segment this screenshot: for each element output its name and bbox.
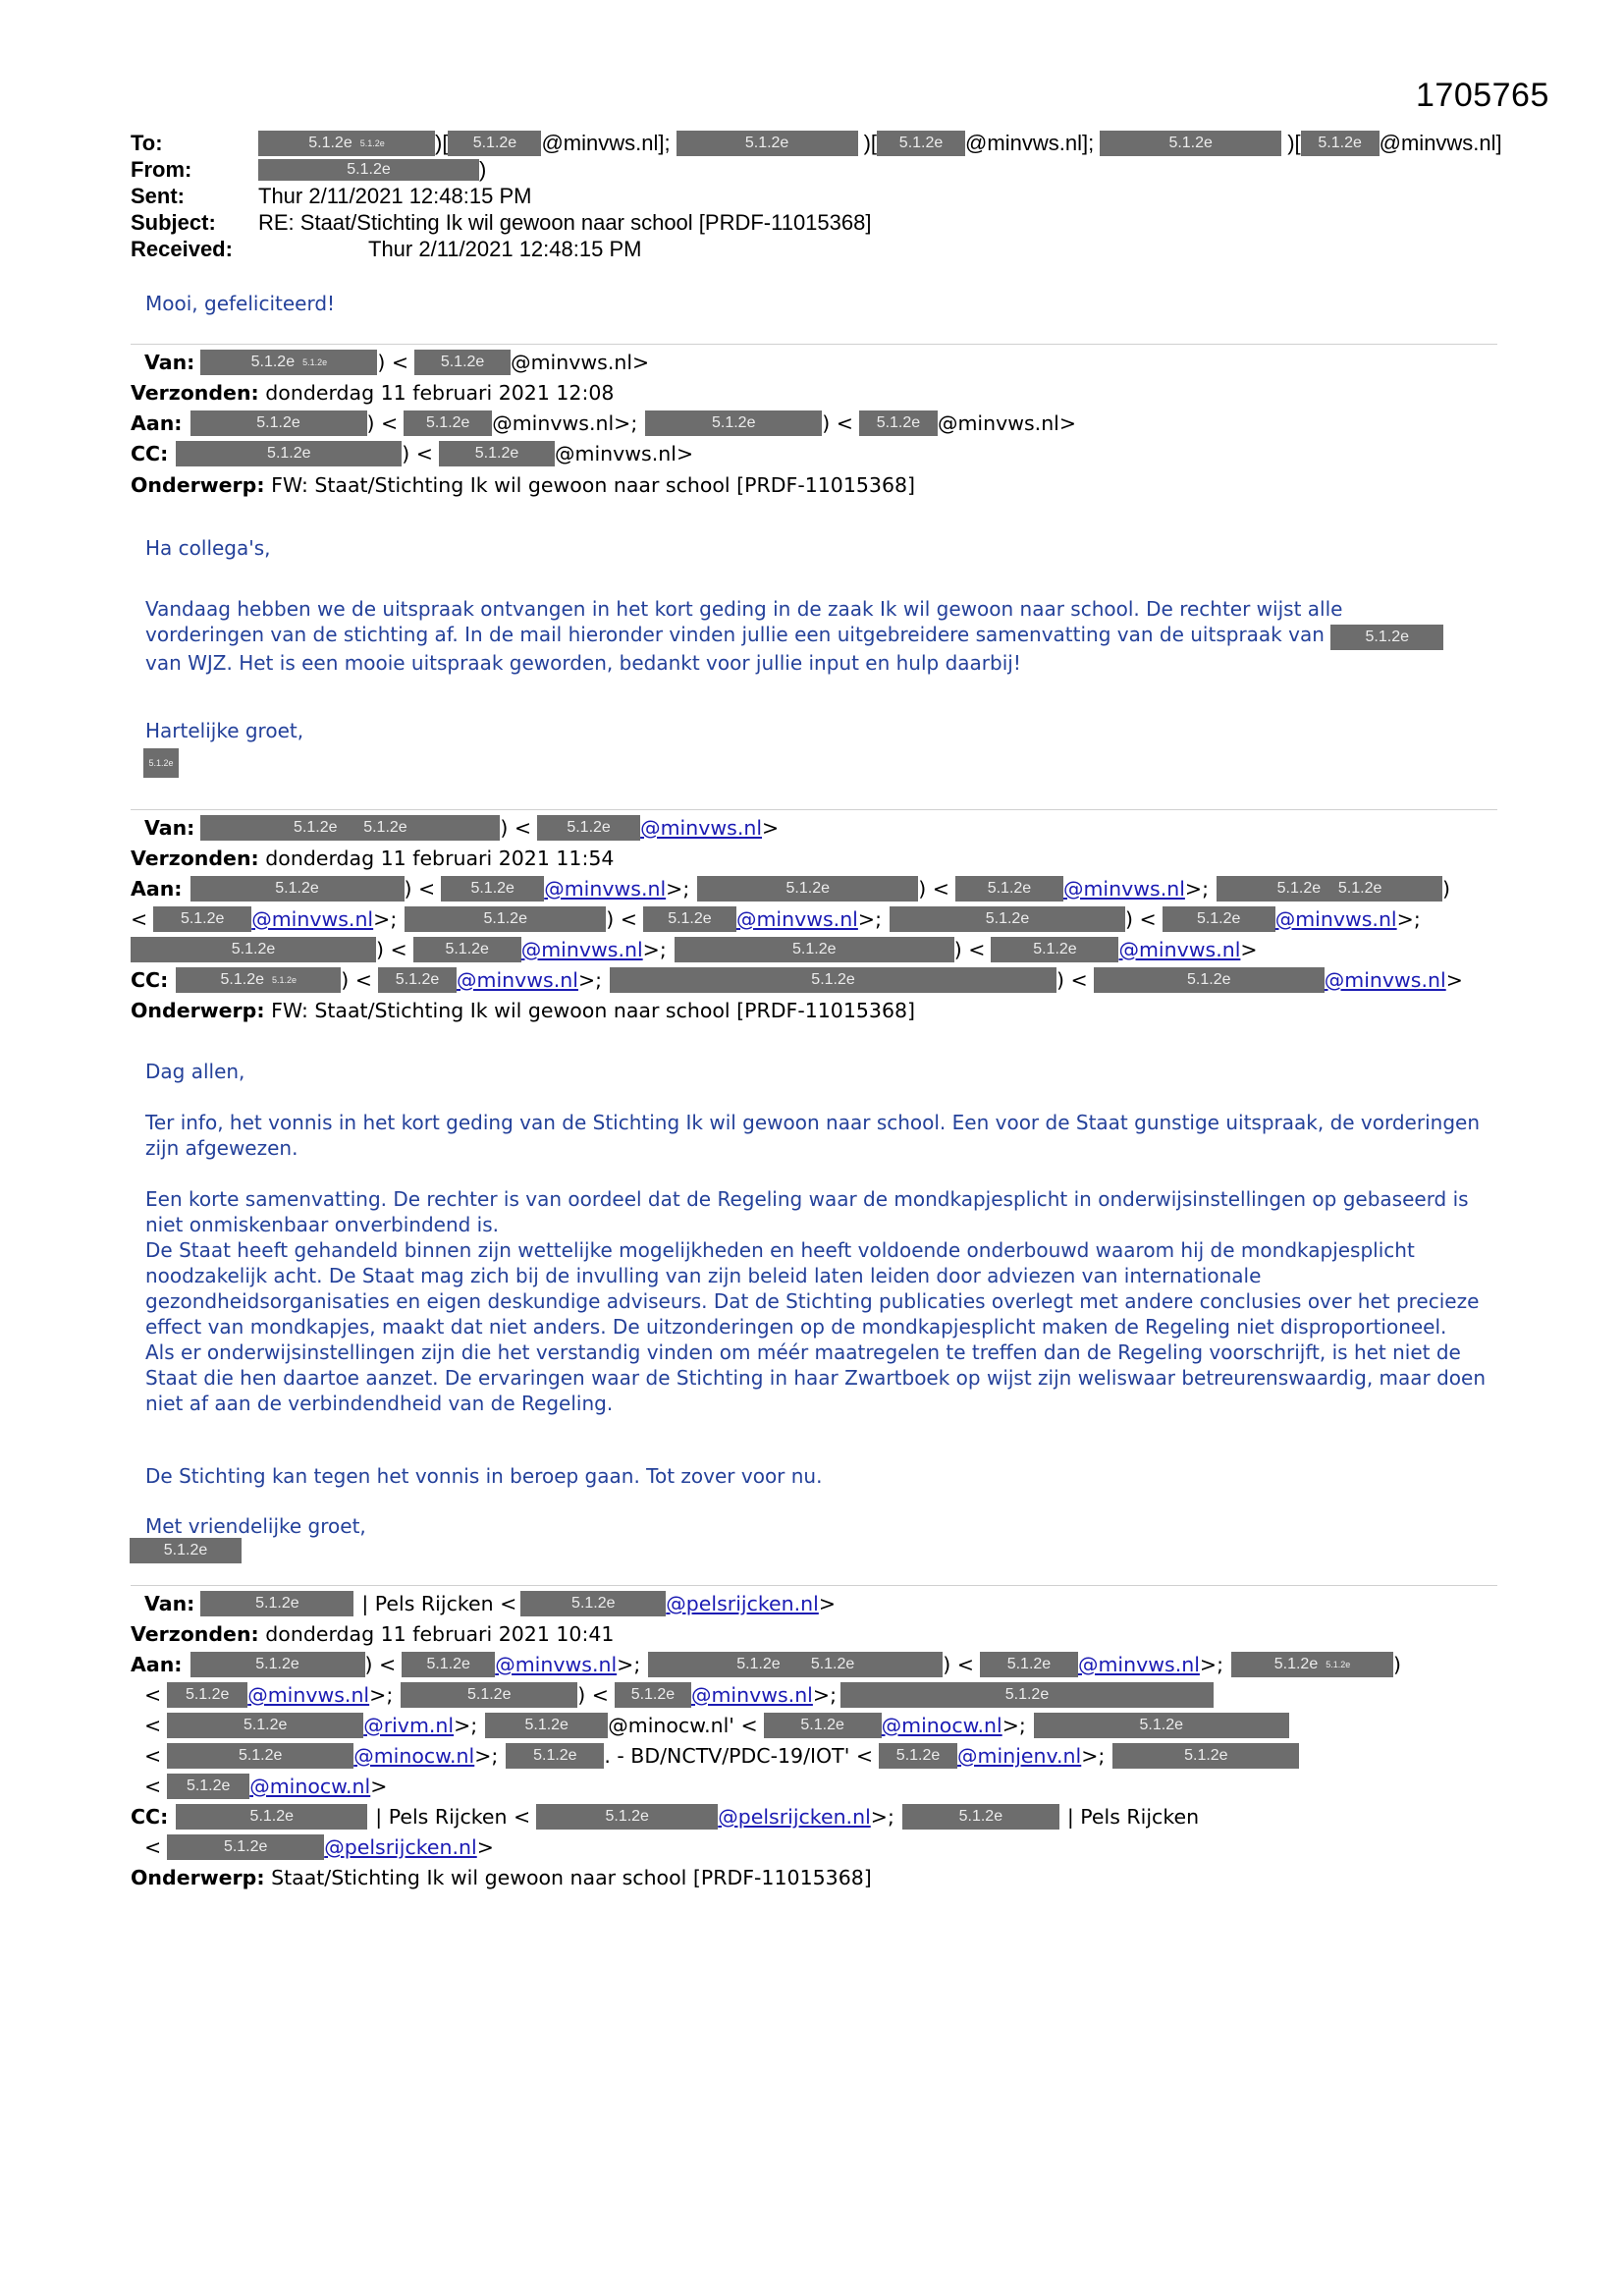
msg2-sub-paragraph: De Staat heeft gehandeld binnen zijn wettelijke mogelijkheden en heeft voldoende onderbouwd waarom hij de mondkapjesplicht noodzakelijk acht. De Staat mag zich bij de invulling van zijn beleid laten leiden door adviezen van internationale gezondheidsorganisaties en eigen deskundige adviseurs. Dat de Stichting publicaties overlegt met andere conclusies over het precieze effect van mondkapjes, maakt dat niet anders. De uitzonderingen op de mondkapjesplicht maken de Regeling niet disproportioneel. [145,1238,1480,1339]
redaction: 5.1.2e [890,906,1125,932]
redaction: 5.1.2e [378,967,457,993]
header-received-row [131,236,641,262]
email-link[interactable]: @minvws.nl [1118,938,1241,961]
redaction: 5.1.2e [441,876,544,902]
msg2-from-row: Van: 5.1.2e 5.1.2e ) < 5.1.2e @minvws.nl > [144,816,780,840]
onderwerp-label: Onderwerp: [131,999,265,1022]
redaction: 5.1.2e [439,441,555,466]
redaction: 5.1.2e [167,1774,249,1799]
redaction: 5.1.2e [840,1682,1214,1708]
email-link[interactable]: @pelsrijcken.nl [324,1835,477,1859]
header-from-row: From: 5.1.2e ) [131,157,487,182]
redaction: 5.1.2e [130,1538,242,1563]
redaction: 5.1.2e [143,748,179,778]
redaction: 5.1.2e [190,410,367,436]
email-link[interactable]: @minvws.nl [544,877,667,901]
van-label: Van: [144,1592,195,1615]
msg2-subject-value: FW: Staat/Stichting Ik wil gewoon naar school [PRDF-11015368] [271,999,916,1022]
to-domain-3: @minvws.nl] [1379,131,1502,155]
van-label: Van: [144,816,195,840]
email-domain: @minvws.nl> [555,442,694,465]
separator [131,809,1497,810]
redaction: 5.1.2e [536,1804,718,1830]
redaction: 5.1.2e [485,1713,608,1738]
redaction: 5.1.2e [955,876,1063,902]
redaction: 5.1.2e 5.1.2e [200,815,500,841]
email-link[interactable]: @minvws.nl [690,1683,813,1707]
msg1-signature [143,748,179,778]
msg1-paragraph [145,596,1500,676]
redaction: 5.1.2e [401,1682,577,1708]
msg2-to-row-3: 5.1.2e ) < 5.1.2e @minvws.nl >; 5.1.2e ) < 5.1.2e @minvws.nl > [131,937,1258,962]
email-link[interactable]: @minocw.nl [881,1714,1002,1737]
redaction: 5.1.2e [537,815,640,841]
to-domain-1: @minvws.nl]; [541,131,671,155]
subject-value: RE: Staat/Stichting Ik wil gewoon naar school [PRDF-11015368] [258,210,872,235]
email-link[interactable]: @pelsrijcken.nl [666,1592,819,1615]
msg1-subject-value: FW: Staat/Stichting Ik wil gewoon naar school [PRDF-11015368] [271,473,916,497]
msg1-line: vorderingen van de stichting af. In de mail hieronder vinden jullie een uitgebreidere samenvatting van de uitspraak van 5.1.2e [145,622,1500,650]
redaction: 5.1.2e [190,876,405,902]
sent-value: Thur 2/11/2021 12:48:15 PM [258,184,532,208]
email-link[interactable]: @minvws.nl [251,907,374,931]
org-label: . - BD/NCTV/PDC-19/IOT' [604,1744,850,1768]
msg2-sub-paragraph: Als er onderwijsinstellingen zijn die het verstandig vinden om méér maatregelen te treffen dan de Regeling voorschrijft, is het niet de Staat die hen daartoe aanzet. De ervaringen waar de Stichting in haar Zwartboek op wijst zijn weliswaar betreurenswaardig, maar doen niet af aan de verbindendheid van de Regeling. [145,1340,1487,1415]
redaction: 5.1.2e [902,1804,1059,1830]
email-link[interactable]: @minvws.nl [735,907,858,931]
separator [131,1585,1497,1586]
redaction: 5.1.2e [167,1834,324,1860]
email-link[interactable]: @rivm.nl [363,1714,455,1737]
msg2-greeting: Dag allen, [145,1060,245,1083]
subject-label: Subject: [131,210,216,235]
msg1-greeting: Ha collega's, [145,536,271,560]
redaction: 5.1.2e [190,1652,365,1677]
redaction: 5.1.2e [1163,906,1275,932]
msg1-sent-value: donderdag 11 februari 2021 12:08 [265,381,615,405]
email-link[interactable]: @minvws.nl [495,1653,618,1676]
separator [131,344,1497,345]
msg2-signature [130,1538,242,1563]
redaction: 5.1.2e [980,1652,1078,1677]
org-label: | Pels Rijcken [1066,1805,1200,1829]
redaction: 5.1.2e [131,937,376,962]
msg2-to-row-1: Aan: 5.1.2e ) < 5.1.2e @minvws.nl >; 5.1.2e ) < 5.1.2e @minvws.nl >; 5.1.2e 5.1.2e ) [131,877,1450,901]
redaction: 5.1.2e [1034,1713,1289,1738]
redaction: 5.1.2e [153,906,251,932]
msg3-to-row-5: < 5.1.2e @minocw.nl > [144,1775,388,1798]
header-subject-row [131,209,871,236]
org-label: | Pels Rijcken [375,1805,508,1829]
email-link[interactable]: @minjenv.nl [957,1744,1082,1768]
msg1-line: van WJZ. Het is een mooie uitspraak geworden, bedankt voor jullie input en hulp daarbij! [145,651,1021,675]
redaction: 5.1.2e [677,131,858,156]
redaction: 5.1.2e [414,350,511,375]
aan-label: Aan: [131,411,183,435]
msg3-subject-row [131,1865,872,1890]
received-value: Thur 2/11/2021 12:48:15 PM [368,237,642,261]
redaction: 5.1.2e [675,937,954,962]
email-link[interactable]: @minocw.nl [353,1744,475,1768]
redaction: 5.1.2e [610,967,1056,993]
aan-label: Aan: [131,1653,183,1676]
msg2-subject-row [131,998,915,1023]
redaction: 5.1.2e [697,876,918,902]
van-label: Van: [144,351,195,374]
email-domain: @minvws.nl> [937,411,1077,435]
redaction: 5.1.2e 5.1.2e [1217,876,1442,902]
email-domain: @minocw.nl' [608,1714,734,1737]
cc-label: CC: [131,442,169,465]
verzonden-label: Verzonden: [131,1622,259,1646]
msg3-subject-value: Staat/Stichting Ik wil gewoon naar school [PRDF-11015368] [271,1866,872,1889]
email-domain: @minvws.nl>; [492,411,638,435]
redaction: 5.1.2e [176,441,402,466]
redaction: 5.1.2e [258,159,479,181]
msg2-paragraph-2 [145,1186,1505,1416]
msg3-to-row-4: < 5.1.2e @minocw.nl >; 5.1.2e . - BD/NCTV/PDC-19/IOT' < 5.1.2e @minjenv.nl >; 5.1.2e [131,1743,1299,1769]
msg3-from-row: Van: 5.1.2e | Pels Rijcken < 5.1.2e @pelsrijcken.nl > [144,1592,837,1615]
msg3-to-row-3: < 5.1.2e @rivm.nl >; 5.1.2e @minocw.nl' < 5.1.2e @minocw.nl >; 5.1.2e [131,1713,1289,1738]
msg3-to-row-1: Aan: 5.1.2e ) < 5.1.2e @minvws.nl >; 5.1.2e 5.1.2e ) < 5.1.2e @minvws.nl >; 5.1.2e 5.1.2e ) [131,1653,1401,1676]
redaction: 5.1.2e [200,1591,353,1616]
redaction: 5.1.2e [615,1682,691,1708]
redaction: 5.1.2e [506,1743,604,1769]
aan-label: Aan: [131,877,183,901]
redaction: 5.1.2e 5.1.2e [648,1652,943,1677]
msg2-sub-paragraph: Een korte samenvatting. De rechter is van oordeel dat de Regeling waar de mondkapjesplicht in onderwijsinstellingen op gebaseerd is niet onmiskenbaar onverbindend is. [145,1187,1469,1236]
redaction: 5.1.2e [764,1713,882,1738]
header-to-row: To: 5.1.2e 5.1.2e )[ 5.1.2e @minvws.nl]; 5.1.2e )[ 5.1.2e @minvws.nl]; 5.1.2e )[ 5.1.2e @minvws.nl] [131,131,1502,155]
onderwerp-label: Onderwerp: [131,473,265,497]
msg1-to-row: Aan: 5.1.2e ) < 5.1.2e @minvws.nl>; 5.1.2e ) < 5.1.2e @minvws.nl> [131,411,1077,435]
msg3-sent-row [131,1621,614,1647]
redaction: 5.1.2e [1301,131,1380,156]
email-domain: @minvws.nl> [511,351,650,374]
redaction: 5.1.2e 5.1.2e [258,131,435,156]
msg2-sent-row [131,846,614,871]
redaction: 5.1.2e 5.1.2e [200,350,377,375]
msg3-to-row-2: < 5.1.2e @minvws.nl >; 5.1.2e ) < 5.1.2e @minvws.nl >; 5.1.2e [131,1682,1214,1708]
redaction: 5.1.2e 5.1.2e [1231,1652,1393,1677]
to-label: To: [131,131,163,155]
redaction: 5.1.2e [167,1743,353,1769]
email-link[interactable]: @minvws.nl [640,816,763,840]
email-link[interactable]: @minvws.nl [247,1683,370,1707]
redaction: 5.1.2e [167,1682,247,1708]
from-label: From: [131,157,192,182]
redaction: 5.1.2e [1094,967,1325,993]
redaction: 5.1.2e [859,410,938,436]
onderwerp-label: Onderwerp: [131,1866,265,1889]
redaction: 5.1.2e [877,131,965,156]
email-link[interactable]: @minvws.nl [520,938,643,961]
reply-body: Mooi, gefeliciteerd! [145,292,336,315]
msg2-paragraph-3: De Stichting kan tegen het vonnis in beroep gaan. Tot zover voor nu. [145,1464,823,1488]
email-link[interactable]: @minocw.nl [249,1775,371,1798]
msg1-line: Vandaag hebben we de uitspraak ontvangen in het kort geding in de zaak Ik wil gewoon naar school. De rechter wijst alle [145,597,1343,621]
msg2-closing: Met vriendelijke groet, [145,1514,366,1538]
msg3-cc-row-2: < 5.1.2e @pelsrijcken.nl > [144,1835,494,1859]
received-label: Received: [131,237,233,261]
email-link[interactable]: @minvws.nl [1077,1653,1200,1676]
msg2-to-row-2: < 5.1.2e @minvws.nl >; 5.1.2e ) < 5.1.2e @minvws.nl >; 5.1.2e ) < 5.1.2e @minvws.nl >; [131,907,1421,931]
org-label: | Pels Rijcken [361,1592,494,1615]
cc-label: CC: [131,968,169,992]
email-link[interactable]: @pelsrijcken.nl [718,1805,871,1829]
email-link[interactable]: @minvws.nl [1062,877,1185,901]
msg3-sent-value: donderdag 11 februari 2021 10:41 [265,1622,615,1646]
redaction: 5.1.2e 5.1.2e [176,967,341,993]
to-domain-2: @minvws.nl]; [965,131,1095,155]
email-link[interactable]: @minvws.nl [1324,968,1446,992]
document-number: 1705765 [1416,77,1549,114]
redaction: 5.1.2e [413,937,521,962]
redaction: 5.1.2e [404,410,492,436]
cc-label: CC: [131,1805,169,1829]
redaction: 5.1.2e [520,1591,666,1616]
redaction: 5.1.2e [991,937,1118,962]
header-sent-row [131,183,531,209]
msg1-closing: Hartelijke groet, [145,719,304,742]
verzonden-label: Verzonden: [131,847,259,870]
msg1-sent-row [131,380,614,406]
email-link[interactable]: @minvws.nl [1274,907,1397,931]
redaction: 5.1.2e [1330,625,1443,650]
redaction: 5.1.2e [1100,131,1281,156]
redaction: 5.1.2e [176,1804,367,1830]
redaction: 5.1.2e [402,1652,495,1677]
email-link[interactable]: @minvws.nl [457,968,578,992]
msg2-sent-value: donderdag 11 februari 2021 11:54 [265,847,615,870]
redaction: 5.1.2e [1112,1743,1299,1769]
msg1-from-row: Van: 5.1.2e 5.1.2e ) < 5.1.2e @minvws.nl> [144,351,650,374]
msg1-subject-row [131,472,915,498]
msg2-paragraph-1: Ter info, het vonnis in het kort geding van de Stichting Ik wil gewoon naar school. Een voor de Staat gunstige uitspraak, de vorderingen zijn afgewezen. [145,1111,1480,1160]
redaction: 5.1.2e [448,131,541,156]
sent-label: Sent: [131,184,185,208]
redaction: 5.1.2e [405,906,606,932]
msg1-cc-row: CC: 5.1.2e ) < 5.1.2e @minvws.nl> [131,442,694,465]
msg2-cc-row: CC: 5.1.2e 5.1.2e ) < 5.1.2e @minvws.nl >; 5.1.2e ) < 5.1.2e @minvws.nl > [131,968,1463,992]
verzonden-label: Verzonden: [131,381,259,405]
redaction: 5.1.2e [879,1743,957,1769]
msg3-cc-row-1: CC: 5.1.2e | Pels Rijcken < 5.1.2e @pelsrijcken.nl >; 5.1.2e | Pels Rijcken [131,1805,1200,1829]
redaction: 5.1.2e [643,906,736,932]
redaction: 5.1.2e [645,410,822,436]
redaction: 5.1.2e [167,1713,363,1738]
